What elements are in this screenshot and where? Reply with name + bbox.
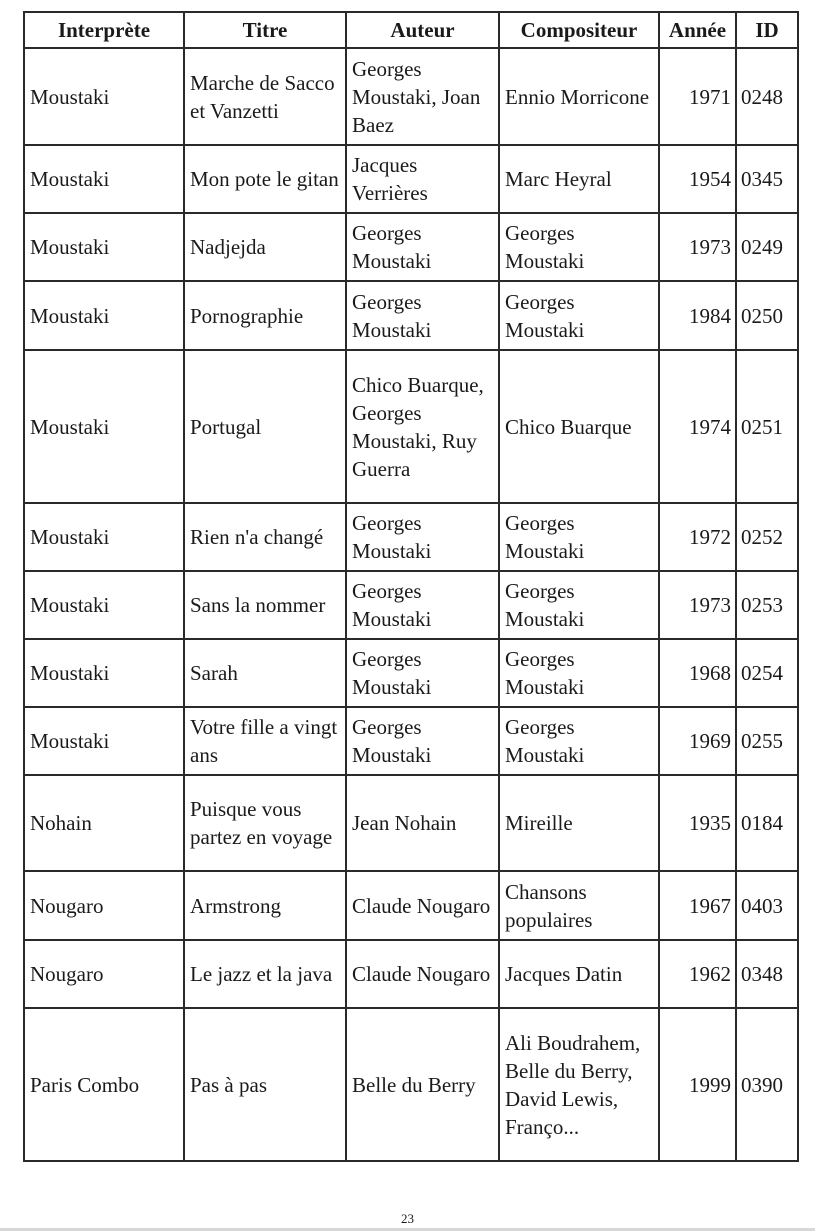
header-titre: Titre [184, 12, 346, 48]
header-auteur: Auteur [346, 12, 499, 48]
cell-auteur: Georges Moustaki [346, 571, 499, 639]
cell-annee: 1954 [659, 145, 736, 213]
header-id: ID [736, 12, 798, 48]
table-row [24, 145, 798, 213]
cell-annee: 1974 [659, 350, 736, 503]
header-compositeur: Compositeur [499, 12, 659, 48]
cell-interprete: Paris Combo [24, 1008, 184, 1161]
cell-compositeur: Ali Boudrahem, Belle du Berry, David Lewis, Franço... [499, 1008, 659, 1161]
cell-titre: Marche de Sacco et Vanzetti [184, 48, 346, 145]
cell-id: 0348 [736, 940, 798, 1008]
cell-interprete: Moustaki [24, 707, 184, 775]
cell-interprete: Moustaki [24, 281, 184, 350]
table-row [24, 350, 798, 503]
table-header-row [24, 12, 798, 48]
cell-interprete: Moustaki [24, 213, 184, 281]
table-row [24, 639, 798, 707]
header-annee: Année [659, 12, 736, 48]
cell-id: 0249 [736, 213, 798, 281]
cell-id: 0254 [736, 639, 798, 707]
cell-annee: 1973 [659, 213, 736, 281]
table-row [24, 775, 798, 871]
cell-compositeur: Jacques Datin [499, 940, 659, 1008]
cell-id: 0184 [736, 775, 798, 871]
table-row [24, 503, 798, 571]
table-row [24, 571, 798, 639]
cell-auteur: Georges Moustaki [346, 639, 499, 707]
cell-annee: 1968 [659, 639, 736, 707]
cell-compositeur: Georges Moustaki [499, 213, 659, 281]
cell-titre: Pas à pas [184, 1008, 346, 1161]
cell-titre: Nadjejda [184, 213, 346, 281]
cell-id: 0255 [736, 707, 798, 775]
cell-interprete: Moustaki [24, 48, 184, 145]
cell-auteur: Jacques Verrières [346, 145, 499, 213]
cell-id: 0390 [736, 1008, 798, 1161]
cell-annee: 1967 [659, 871, 736, 940]
cell-titre: Portugal [184, 350, 346, 503]
table-row [24, 48, 798, 145]
cell-id: 0345 [736, 145, 798, 213]
cell-compositeur: Mireille [499, 775, 659, 871]
cell-auteur: Jean Nohain [346, 775, 499, 871]
cell-interprete: Nougaro [24, 940, 184, 1008]
cell-annee: 1969 [659, 707, 736, 775]
cell-auteur: Georges Moustaki [346, 503, 499, 571]
cell-id: 0251 [736, 350, 798, 503]
cell-annee: 1935 [659, 775, 736, 871]
cell-compositeur: Georges Moustaki [499, 503, 659, 571]
cell-id: 0253 [736, 571, 798, 639]
cell-annee: 1962 [659, 940, 736, 1008]
cell-auteur: Georges Moustaki [346, 707, 499, 775]
cell-id: 0248 [736, 48, 798, 145]
cell-annee: 1999 [659, 1008, 736, 1161]
cell-auteur: Georges Moustaki, Joan Baez [346, 48, 499, 145]
cell-annee: 1984 [659, 281, 736, 350]
cell-titre: Puisque vous partez en voyage [184, 775, 346, 871]
cell-titre: Mon pote le gitan [184, 145, 346, 213]
cell-auteur: Claude Nougaro [346, 940, 499, 1008]
table-row [24, 707, 798, 775]
cell-titre: Pornographie [184, 281, 346, 350]
cell-compositeur: Georges Moustaki [499, 281, 659, 350]
table-row [24, 281, 798, 350]
cell-interprete: Nougaro [24, 871, 184, 940]
header-interprete: Interprète [24, 12, 184, 48]
cell-compositeur: Marc Heyral [499, 145, 659, 213]
cell-auteur: Belle du Berry [346, 1008, 499, 1161]
cell-interprete: Moustaki [24, 503, 184, 571]
cell-compositeur: Georges Moustaki [499, 707, 659, 775]
cell-annee: 1972 [659, 503, 736, 571]
cell-compositeur: Georges Moustaki [499, 639, 659, 707]
cell-interprete: Nohain [24, 775, 184, 871]
cell-auteur: Claude Nougaro [346, 871, 499, 940]
table-row [24, 1008, 798, 1161]
cell-id: 0250 [736, 281, 798, 350]
songs-table [23, 11, 799, 1162]
cell-annee: 1971 [659, 48, 736, 145]
cell-auteur: Chico Buarque, Georges Moustaki, Ruy Guerra [346, 350, 499, 503]
cell-interprete: Moustaki [24, 145, 184, 213]
cell-compositeur: Ennio Morricone [499, 48, 659, 145]
table-row [24, 213, 798, 281]
page-number: 23 [401, 1211, 414, 1226]
cell-titre: Le jazz et la java [184, 940, 346, 1008]
cell-titre: Armstrong [184, 871, 346, 940]
cell-auteur: Georges Moustaki [346, 213, 499, 281]
cell-id: 0403 [736, 871, 798, 940]
cell-annee: 1973 [659, 571, 736, 639]
cell-compositeur: Chico Buarque [499, 350, 659, 503]
cell-titre: Rien n'a changé [184, 503, 346, 571]
table-row [24, 940, 798, 1008]
table-row [24, 871, 798, 940]
cell-titre: Sans la nommer [184, 571, 346, 639]
cell-titre: Votre fille a vingt ans [184, 707, 346, 775]
cell-compositeur: Georges Moustaki [499, 571, 659, 639]
cell-id: 0252 [736, 503, 798, 571]
cell-interprete: Moustaki [24, 350, 184, 503]
cell-interprete: Moustaki [24, 571, 184, 639]
cell-compositeur: Chansons populaires [499, 871, 659, 940]
cell-interprete: Moustaki [24, 639, 184, 707]
cell-titre: Sarah [184, 639, 346, 707]
cell-auteur: Georges Moustaki [346, 281, 499, 350]
